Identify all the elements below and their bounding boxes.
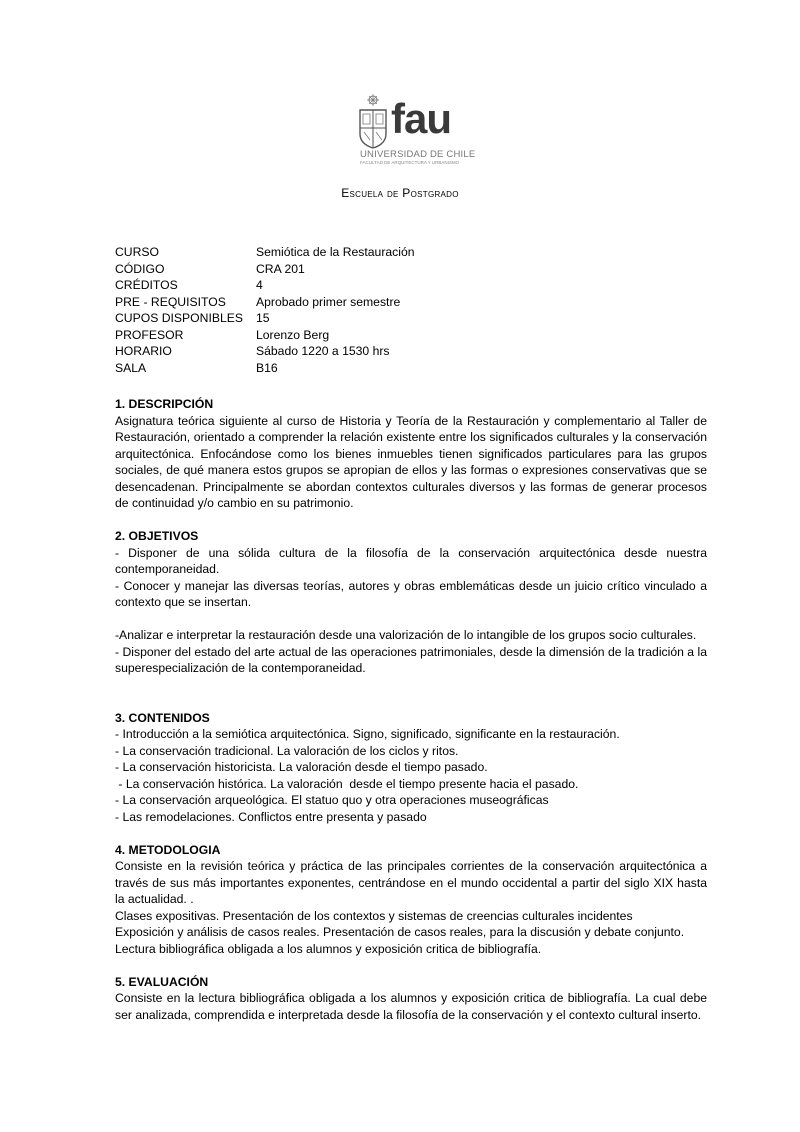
contenido-item: - La conservación histórica. La valoración desde el tiempo presente hacia el pasado. [115, 776, 579, 791]
objetivo-item: -Analizar e interpretar la restauración desde una valorización de lo intangible de los grupos socio culturales. [115, 628, 697, 642]
section-heading-objetivos: 2. OBJETIVOS [115, 529, 199, 543]
school-title: Escuela de Postgrado [341, 186, 459, 200]
objetivo-item: - Conocer y manejar las diversas teorías, autores y obras emblemáticas desde un juicio crítico vinculado a contexto que se insertan. [115, 578, 707, 609]
contenido-item: - La conservación tradicional. La valoración de los ciclos y ritos. [115, 743, 459, 758]
metodologia-line: Exposición y análisis de casos reales. Presentación de casos reales, para la discusión y debate conjunto. [115, 925, 685, 939]
info-value: 15 [256, 311, 270, 325]
syllabus-body [115, 396, 707, 1023]
contenido-item: - La conservación historicista. La valoración desde el tiempo pasado. [115, 760, 488, 774]
info-value: 4 [256, 278, 263, 292]
descripcion-text: Asignatura teórica siguiente al curso de Historia y Teoría de la Restauración y complementario al Taller de Restauración, orientado a comprender la relación existente entre los significados culturales y la conservación arquitectónica. Enfocándose como los bienes inmuebles tienen significados particulares para las grupos sociales, de qué manera estos grupos se apropian de ellos y las formas o expresiones conservativas que se desencadenan. Principalmente se abordan contextos culturales diversos y las formas de generar procesos de continuidad y/o cambio en su patrimonio. [115, 413, 707, 510]
info-label: CRÉDITOS [115, 278, 178, 292]
objetivo-item: - Disponer del estado del arte actual de las operaciones patrimoniales, desde la dimensión de la tradición a la superespecialización de la contemporaneidad. [115, 644, 707, 675]
contenido-item: - Las remodelaciones. Conflictos entre presenta y pasado [115, 809, 427, 824]
objetivo-item: - Disponer de una sólida cultura de la filosofía de la conservación arquitectónica desde nuestra contemporaneidad. [115, 545, 707, 576]
info-row [115, 310, 415, 327]
info-value: Semiótica de la Restauración [256, 245, 415, 259]
evaluacion-text: Consiste en la lectura bibliográfica obligada a los alumnos y exposición critica de bibliografía. La cual debe ser analizada, comprendida e interpretada desde la filosofía de la conservación y el contexto cultural inserto. [115, 991, 707, 1022]
info-row [115, 327, 415, 344]
info-value: Aprobado primer semestre [256, 294, 401, 309]
info-row [115, 294, 415, 311]
metodologia-text: Consiste en la revisión teórica y práctica de las principales corrientes de la conservación arquitectónica a través de sus más importantes exponentes, centrándose en el mundo occidental a partir del siglo XIX hasta la actualidad. . [115, 859, 707, 906]
info-row [115, 360, 415, 377]
faculty-name: FACULTAD DE ARQUITECTURA Y URBANISMO [360, 160, 460, 165]
info-value: CRA 201 [256, 261, 305, 276]
metodologia-line: Lectura bibliográfica obligada a los alumnos y exposición critica de bibliografía. [115, 941, 542, 956]
info-label: CÓDIGO [115, 261, 165, 276]
section-heading-evaluacion: 5. EVALUACIÓN [115, 974, 209, 989]
contenido-item: - Introducción a la semiótica arquitectónica. Signo, significado, significante en la restauración. [115, 727, 620, 741]
contenido-item: - La conservación arqueológica. El statuo quo y otra operaciones museográficas [115, 793, 549, 807]
section-heading-metodologia: 4. METODOLOGIA [115, 842, 221, 857]
section-heading-contenidos: 3. CONTENIDOS [115, 710, 210, 725]
info-row [115, 261, 415, 278]
info-row [115, 244, 415, 261]
section-heading-descripcion: 1. DESCRIPCIÓN [115, 397, 214, 411]
logo-wordmark: fau [391, 95, 451, 142]
info-row [115, 343, 415, 360]
info-label: HORARIO [115, 344, 172, 358]
info-label: PROFESOR [115, 327, 184, 342]
info-label: PRE - REQUISITOS [115, 294, 226, 309]
info-row [115, 277, 415, 294]
info-value: B16 [256, 360, 278, 375]
info-label: CUPOS DISPONIBLES [115, 311, 244, 325]
fau-logo [358, 94, 476, 166]
metodologia-line: Clases expositivas. Presentación de los contextos y sistemas de creencias culturales incidentes [115, 908, 633, 923]
info-label: CURSO [115, 245, 160, 259]
info-label: SALA [115, 360, 147, 375]
university-name: UNIVERSIDAD DE CHILE [360, 149, 476, 160]
info-value: Sábado 1220 a 1530 hrs [256, 344, 390, 358]
course-info-table [115, 244, 415, 376]
info-value: Lorenzo Berg [256, 327, 330, 342]
